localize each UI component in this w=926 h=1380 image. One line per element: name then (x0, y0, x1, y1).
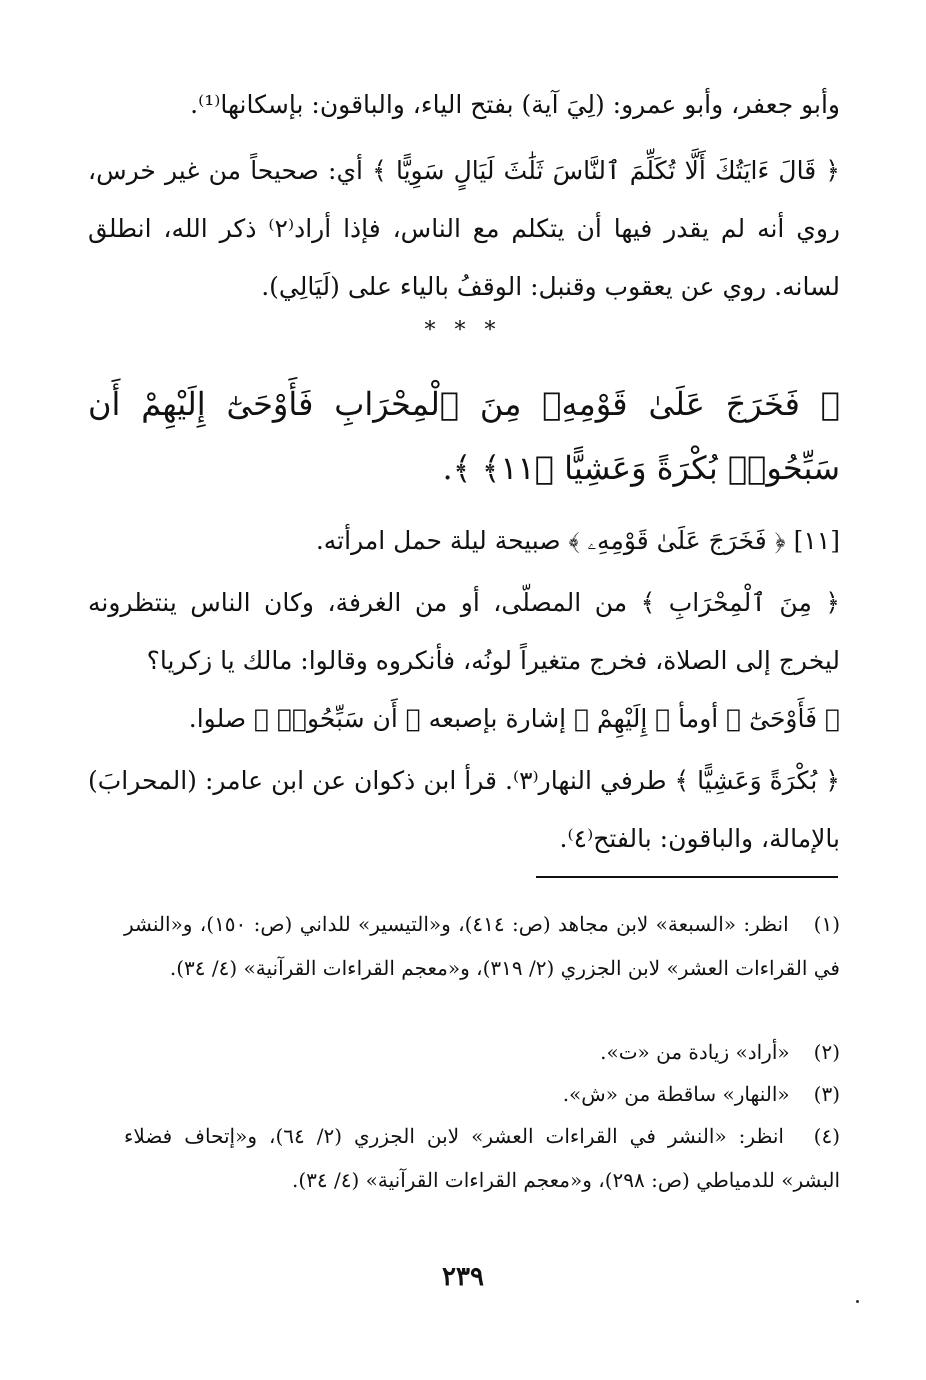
footnote-number: (٢) (813, 1040, 840, 1064)
paragraph-6: ﴿ بُكْرَةً وَعَشِيًّا ﴾ طرفي النهار⁽٣⁾. قرأ ابن ذكوان عن ابن عامر: (المحرابَ) بالإمالة، والباقون: بالفتح⁽٤⁾. (88, 766, 840, 853)
footnote-1 (124, 902, 840, 990)
footnote-2 (124, 1030, 840, 1074)
footnote-number: (٣) (813, 1082, 840, 1106)
paragraph-5: ﴿ فَأَوْحَىٰٓ ﴾ أومأ ﴿ إِلَيْهِمْ ﴾ إشارة بإصبعه ﴿ أَن سَبِّحُوا۟ ﴾ صلوا. (188, 704, 840, 733)
footnote-text: «النهار» ساقطة من «ش». (562, 1082, 790, 1106)
scan-speck (856, 1300, 859, 1303)
footnote-text: انظر: «النشر في القراءات العشر» لابن الجزري (٢/ ٦٤)، و«إتحاف فضلاء البشر» للدمياطي (ص: ٢٩٨)، و«معجم القراءات القرآنية» (٤/ ٣٤). (124, 1124, 840, 1192)
paragraph-2: ﴿ قَالَ ءَايَتُكَ أَلَّا تُكَلِّمَ ٱلنَّاسَ ثَلَٰثَ لَيَالٍ سَوِيًّا ﴾ أي: صحيحاً من غير خرس، روي أنه لم يقدر فيها أن يتكلم مع الناس، فإذا أراد⁽٢⁾ ذكر الله، انطلق لسانه. روي عن يعقوب وقنبل: الوقفُ بالياء على (لَيَالِي). (88, 156, 840, 301)
footnote-3 (124, 1072, 840, 1116)
paragraph-3: [١١] ﴿ فَخَرَجَ عَلَىٰ قَوْمِهِۦ ﴾ صبيحة ليلة حمل امرأته. (315, 526, 840, 555)
paragraph-4: ﴿ مِنَ ٱلْمِحْرَابِ ﴾ من المصلّى، أو من الغرفة، وكان الناس ينتظرونه ليخرج إلى الصلاة، فخرج متغيراً لونُه، فأنكروه وقالوا: مالك يا زكريا؟ (88, 588, 840, 675)
paragraph-1: وأبو جعفر، وأبو عمرو: (لِيَ آية) بفتح الياء، والباقون: بإسكانها⁽¹⁾. (190, 90, 840, 119)
quran-verse: ﴿ فَخَرَجَ عَلَىٰ قَوْمِهِۦ مِنَ ٱلْمِحْرَابِ فَأَوْحَىٰٓ إِلَيْهِمْ أَن سَبِّحُوا۟ بُكْرَةً وَعَشِيًّا ﴿١١﴾ ﴾. (88, 385, 840, 487)
footnote-text: «أراد» زيادة من «ت». (600, 1040, 790, 1064)
footnote-divider (536, 876, 838, 878)
footnote-number: (١) (813, 912, 841, 936)
page-number: ٢٣٩ (442, 1262, 484, 1292)
footnote-text: انظر: «السبعة» لابن مجاهد (ص: ٤١٤)، و«التيسير» للداني (ص: ١٥٠)، و«النشر في القراءات العشر» لابن الجزري (٢/ ٣١٩)، و«معجم القراءات القرآنية» (٤/ ٣٤). (124, 912, 840, 980)
footnote-4 (124, 1114, 840, 1202)
section-separator: * * * (424, 318, 502, 343)
footnote-number: (٤) (813, 1124, 840, 1148)
